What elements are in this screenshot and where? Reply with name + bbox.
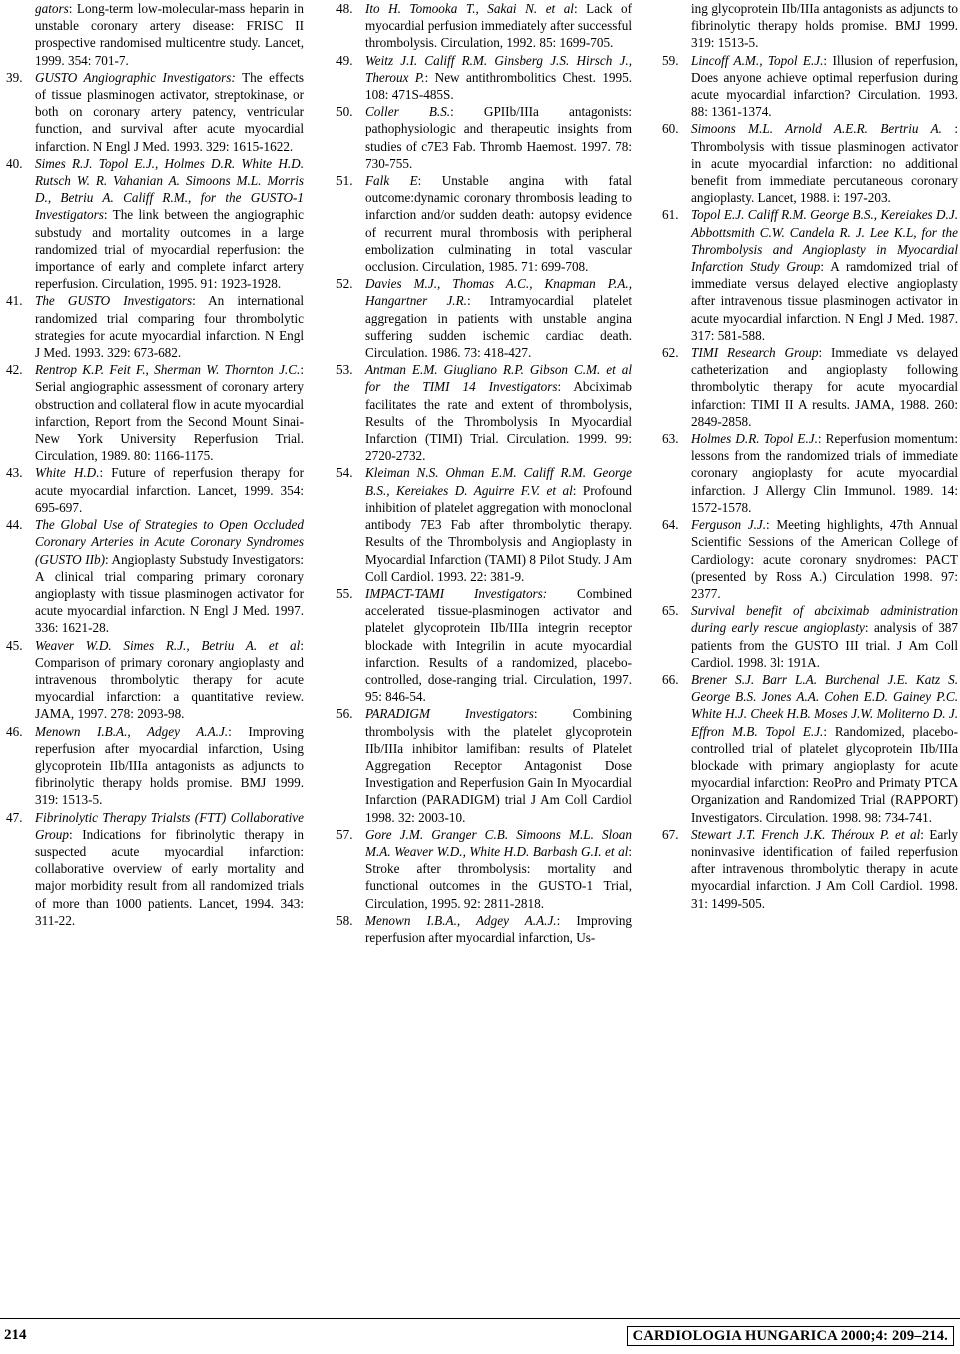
reference-text: : Unstable angina with fatal outcome:dynamic coronary thrombosis leading to infarction and/or sudden death: autopsy evidence of recurrent mural thrombosis with peripheral embolization culminating in total vascular occlusion. Circulation, 1985. 71: 699-708. xyxy=(365,173,632,275)
reference-authors: IMPACT-TAMI Investigators: xyxy=(365,585,548,601)
reference-entry xyxy=(6,809,304,929)
reference-number: 59. xyxy=(662,52,679,68)
reference-entry xyxy=(662,430,958,516)
reference-authors: Simes R.J. Topol E.J., Holmes D.R. White H.D. Rutsch W. R. Vahanian A. Simoons M.L. Morris D., Betriu A. Califf R.M., for the GUSTO-1 Investigators xyxy=(35,155,304,223)
reference-text: : Abciximab facilitates the rate and extent of thrombolysis, Results of the Thrombolysis In Myocardial Infarction (TIMI) Trial. Circulation. 1999. 99: 2720-2732. xyxy=(365,379,632,464)
reference-text: : Early noninvasive identification of failed reperfusion after intravenous thrombolytic therapy in acute myocardial infarction. J Am Coll Cardiol. 1998. 31: 1499-505. xyxy=(691,826,958,911)
reference-entry xyxy=(6,361,304,464)
reference-number: 52. xyxy=(336,276,353,292)
reference-entry xyxy=(336,52,632,104)
reference-entry xyxy=(662,0,958,52)
reference-number: 67. xyxy=(662,826,679,842)
reference-number: 42. xyxy=(6,362,23,378)
reference-text: : Stroke after thrombolysis: mortality and functional outcomes in the GUSTO-1 Trial, Circulation, 1995. 92: 2811-2818. xyxy=(365,843,632,911)
reference-number: 58. xyxy=(336,912,353,928)
reference-authors: Survival benefit of abciximab administration during early rescue angioplasty xyxy=(691,603,958,636)
reference-number: 51. xyxy=(336,173,353,189)
reference-number: 60. xyxy=(662,121,679,137)
reference-authors: Lincoff A.M., Topol E.J. xyxy=(691,52,824,68)
reference-entry xyxy=(662,826,958,912)
reference-number: 55. xyxy=(336,585,353,601)
reference-entry xyxy=(336,705,632,825)
reference-entry xyxy=(6,464,304,516)
reference-number: 54. xyxy=(336,465,353,481)
reference-entry xyxy=(336,826,632,912)
reference-text: : Immediate vs delayed catheterization and angioplasty following thrombolytic therapy for acute myocardial infarction: TIMI II A results. JAMA, 1988. 260: 2849-2858. xyxy=(691,345,958,429)
reference-text: : The link between the angiographic substudy and mortality outcomes in a large randomized trial of myocardial reperfusion: the importance of early and complete infarct artery reperfusion. Circulation, 1995. 91: 1923-1928. xyxy=(35,207,304,292)
reference-entry xyxy=(662,602,958,671)
reference-number: 43. xyxy=(6,465,23,481)
footer-rule xyxy=(0,1318,960,1319)
reference-entry xyxy=(336,0,632,52)
reference-text: : An international randomized trial comparing four thrombolytic strategies for acute myocardial infarction. N Engl J Med. 1993. 329: 673-682. xyxy=(35,293,305,361)
reference-authors: Gore J.M. Granger C.B. Simoons M.L. Sloan M.A. Weaver W.D., White H.D. Barbash G.I. et al xyxy=(365,826,632,859)
reference-number: 63. xyxy=(662,431,679,447)
reference-entry xyxy=(6,0,304,69)
reference-entry xyxy=(336,585,632,705)
reference-authors: Menown I.B.A., Adgey A.A.J. xyxy=(365,912,557,928)
reference-entry xyxy=(6,155,304,293)
reference-authors: Coller B.S. xyxy=(365,104,451,120)
reference-column-1 xyxy=(6,0,304,929)
reference-number: 66. xyxy=(662,671,679,687)
reference-text: : Randomized, placebo-controlled trial of platelet glycoprotein IIb/IIIa blockade with primary angioplasty for acute myocardial infarction: ReoPro and Primaty PTCA Organization and Randomized Trial (RAPPORT) Investigators. Circulation. 1998. 98: 734-741. xyxy=(691,723,958,825)
reference-text: : Long-term low-molecular-mass heparin in unstable coronary artery disease: FRISC II prospective randomised multicentre study. Lancet, 1999. 354: 701-7. xyxy=(35,1,304,68)
reference-text: : Intramyocardial platelet aggregation in patients with unstable angina suffering sudden ischemic cardiac death. Circulation. 1986. 73: 418-427. xyxy=(365,293,632,361)
reference-authors: Simoons M.L. Arnold A.E.R. Bertriu A. xyxy=(691,121,942,137)
reference-authors: PARADIGM Investigators xyxy=(365,706,534,722)
reference-entry xyxy=(336,361,632,464)
reference-entry xyxy=(6,69,304,155)
reference-text: : Meeting highlights, 47th Annual Scientific Sessions of the American College of Cardiology: acute coronary snydromes: PACT (presented by Ross A.) Circulation 1998. 97: 2377. xyxy=(691,517,958,601)
reference-number: 48. xyxy=(336,1,353,16)
reference-number: 44. xyxy=(6,517,23,533)
reference-number: 49. xyxy=(336,52,353,68)
reference-text: : analysis of 387 patients from the GUSTO III trial. J Am Coll Cardiol. 1998. 3l: 191A. xyxy=(691,620,958,670)
reference-text: : Indications for fibrinolytic therapy in suspected acute myocardial infarction: collaborative overview of early mortality and major morbidity result from all randomized trials of more than 1000 patients. Lancet, 1994. 343: 311-22. xyxy=(35,826,304,928)
page-number: 214 xyxy=(4,1327,27,1343)
reference-authors: The Global Use of Strategies to Open Occluded Coronary Arteries in Acute Coronary Syndromes (GUSTO IIb) xyxy=(35,517,304,567)
reference-number: 57. xyxy=(336,826,353,842)
reference-entry xyxy=(336,172,632,275)
reference-number: 46. xyxy=(6,723,23,739)
reference-authors: Menown I.B.A., Adgey A.A.J. xyxy=(35,723,229,739)
reference-column-3 xyxy=(662,0,958,912)
reference-entry xyxy=(6,516,304,636)
reference-entry xyxy=(662,52,958,121)
reference-authors: GUSTO Angiographic Investigators: xyxy=(35,69,236,85)
reference-text: : Comparison of primary coronary angioplasty and intravenous thrombolytic therapy for acute myocardial infarction: a quantitative review. JAMA, 1997. 278: 2093-98. xyxy=(35,637,304,722)
reference-entry xyxy=(336,275,632,361)
reference-authors: Weitz J.I. Califf R.M. Ginsberg J.S. Hirsch J., Theroux P. xyxy=(365,52,632,85)
reference-entry xyxy=(662,120,958,206)
reference-number: 45. xyxy=(6,637,23,653)
reference-authors: Falk E xyxy=(365,173,418,189)
reference-authors: Fibrinolytic Therapy Trialsts (FTT) Collaborative Group xyxy=(35,809,304,842)
reference-authors: Brener S.J. Barr L.A. Burchenal J.E. Katz S. George B.S. Jones A.A. Cohen E.D. Gainey P.C. White H.J. Cheek H.B. Moses J.W. Moliterno D. J. Effron M.B. Topol E.J. xyxy=(691,671,958,739)
reference-authors: Rentrop K.P. Feit F., Sherman W. Thornton J.C. xyxy=(35,362,301,378)
reference-text: : New antithrombolitics Chest. 1995. 108: 471S-485S. xyxy=(365,69,632,103)
reference-number: 56. xyxy=(336,706,353,722)
reference-number: 50. xyxy=(336,104,353,120)
reference-authors: Topol E.J. Califf R.M. George B.S., Kereiakes D.J. Abbottsmith C.W. Candela R. J. Lee K.L, for the Thrombolysis and Angioplasty in Myocardial Infarction Study Group xyxy=(691,207,958,275)
reference-entry xyxy=(662,671,958,826)
reference-text: : Combining thrombolysis with the platelet glycoprotein IIb/IIIa inhibitor lamifiban: results of Platelet Aggregation Receptor Antagonist Dose Investigation and Reperfusion Gain In Myocardial Infarction (PARADIGM) trial J Am Coll Cardiol 1998. 32: 2003-10. xyxy=(365,706,633,825)
reference-text: ing glycoprotein IIb/IIIa antagonists as adjuncts to fibrinolytic therapy holds promise. BMJ 1999. 319: 1513-5. xyxy=(691,1,958,51)
reference-authors: White H.D. xyxy=(35,465,100,481)
reference-entry xyxy=(662,516,958,602)
reference-number: 61. xyxy=(662,207,679,223)
reference-authors: Weaver W.D. Simes R.J., Betriu A. et al xyxy=(35,637,301,653)
reference-text: : A ramdomized trial of immediate versus delayed elective angioplasty after intravenous tissue plasminogen activator in acute myocardial infarction. N Engl J Med. 1987. 317: 581-588. xyxy=(691,259,958,343)
reference-authors: Ferguson J.J. xyxy=(691,517,767,533)
reference-entry xyxy=(6,292,304,361)
reference-text: : Reperfusion momentum: lessons from the randomized trials of immediate coronary angioplasty for acute myocardial infarction. J Allergy Clin Immunol. 1989. 14: 1572-1578. xyxy=(691,431,958,515)
reference-text: : Angioplasty Substudy Investigators: A clinical trial comparing primary coronary angioplasty with tissue plasminogen activator for acute myocardial infarction. N Engl J Med. 1997. 336: 1621-28. xyxy=(35,551,304,636)
reference-authors: TIMI Research Group xyxy=(691,345,819,361)
reference-entry xyxy=(336,464,632,584)
reference-text: : GPIIb/IIIa antagonists: pathophysiologic and therapeutic insights from studies of c7E3 Fab. Thromb Haemost. 1997. 78: 730-755. xyxy=(365,104,633,171)
reference-number: 41. xyxy=(6,293,23,309)
reference-text: The effects of tissue plasminogen activator, streptokinase, or both on coronary artery patency, ventricular function, and survival after acute myocardial infarction. N Engl J Med. 1993. 329: 1615-1622. xyxy=(35,69,304,154)
reference-authors: The GUSTO Investigators xyxy=(35,293,193,309)
reference-column-2 xyxy=(336,0,632,946)
reference-text: : Serial angiographic assessment of coronary artery obstruction and collateral flow in acute myocardial infarction, Report from the Second Mount Sinai-New York University Reperfusion Trial. Circulation, 1989. 80: 1166-1175. xyxy=(35,362,304,464)
reference-authors: Davies M.J., Thomas A.C., Knapman P.A., Hangartner J.R. xyxy=(365,276,632,309)
reference-authors: Ito H. Tomooka T., Sakai N. et al xyxy=(365,1,574,16)
reference-authors: Holmes D.R. Topol E.J. xyxy=(691,431,818,447)
reference-number: 64. xyxy=(662,517,679,533)
reference-text: : Thrombolysis with tissue plasminogen activator in acute myocardial infarction: no additional benefit from immediate percutaneous coronary angioplasty. Lancet, 1988. i: 197-203. xyxy=(691,121,958,206)
reference-entry xyxy=(662,344,958,430)
reference-entry xyxy=(6,637,304,723)
reference-number: 39. xyxy=(6,69,23,85)
reference-text: : Illusion of reperfusion, Does anyone achieve optimal reperfusion during acute myocardial infarction? Circulation. 1993. 88: 1361-1374. xyxy=(691,52,958,120)
reference-number: 47. xyxy=(6,809,23,825)
reference-authors: gators xyxy=(35,1,69,16)
reference-text: : Improving reperfusion after myocardial infarction, Us- xyxy=(365,912,633,945)
reference-entry xyxy=(6,723,304,809)
reference-text: Combined accelerated tissue-plasminogen activator and platelet glycoprotein IIb/IIIa integrin receptor blockade with Integrilin in acute myocardial infarction. Results of a randomized, placebo-controlled, dose-ranging trial. Circulation, 1997. 95: 846-54. xyxy=(365,585,633,705)
reference-authors: Stewart J.T. French J.K. Théroux P. et al xyxy=(691,826,921,842)
reference-entry xyxy=(336,103,632,172)
reference-entry xyxy=(336,912,632,946)
reference-authors: Kleiman N.S. Ohman E.M. Califf R.M. George B.S., Kereiakes D. Aguirre F.V. et al xyxy=(365,465,632,498)
reference-text: : Future of reperfusion therapy for acute myocardial infarction. Lancet, 1999. 354: 695-697. xyxy=(35,465,304,515)
reference-text: : Profound inhibition of platelet aggregation with monoclonal antibody 7E3 Fab after thrombolytic therapy. Results of the Thrombolysis and Angioplasty in Myocardial Infarction (TAMI) 8 Pilot Study. J Am Coll Cardiol. 1993. 22: 381-9. xyxy=(365,482,632,584)
reference-authors: Antman E.M. Giugliano R.P. Gibson C.M. et al for the TIMI 14 Investigators xyxy=(365,362,632,395)
journal-citation: CARDIOLOGIA HUNGARICA 2000;4: 209–214. xyxy=(627,1326,954,1346)
reference-text: : Improving reperfusion after myocardial infarction, Using glycoprotein IIb/IIIa antagonists as adjuncts to fibrinolytic therapy holds promise. BMJ 1999. 319: 1513-5. xyxy=(35,723,305,808)
reference-number: 53. xyxy=(336,362,353,378)
reference-number: 40. xyxy=(6,155,23,171)
reference-number: 62. xyxy=(662,345,679,361)
reference-entry xyxy=(662,206,958,344)
reference-number: 65. xyxy=(662,603,679,619)
reference-text: : Lack of myocardial perfusion immediately after successful thrombolysis. Circulation, 1992. 85: 1699-705. xyxy=(365,1,632,51)
